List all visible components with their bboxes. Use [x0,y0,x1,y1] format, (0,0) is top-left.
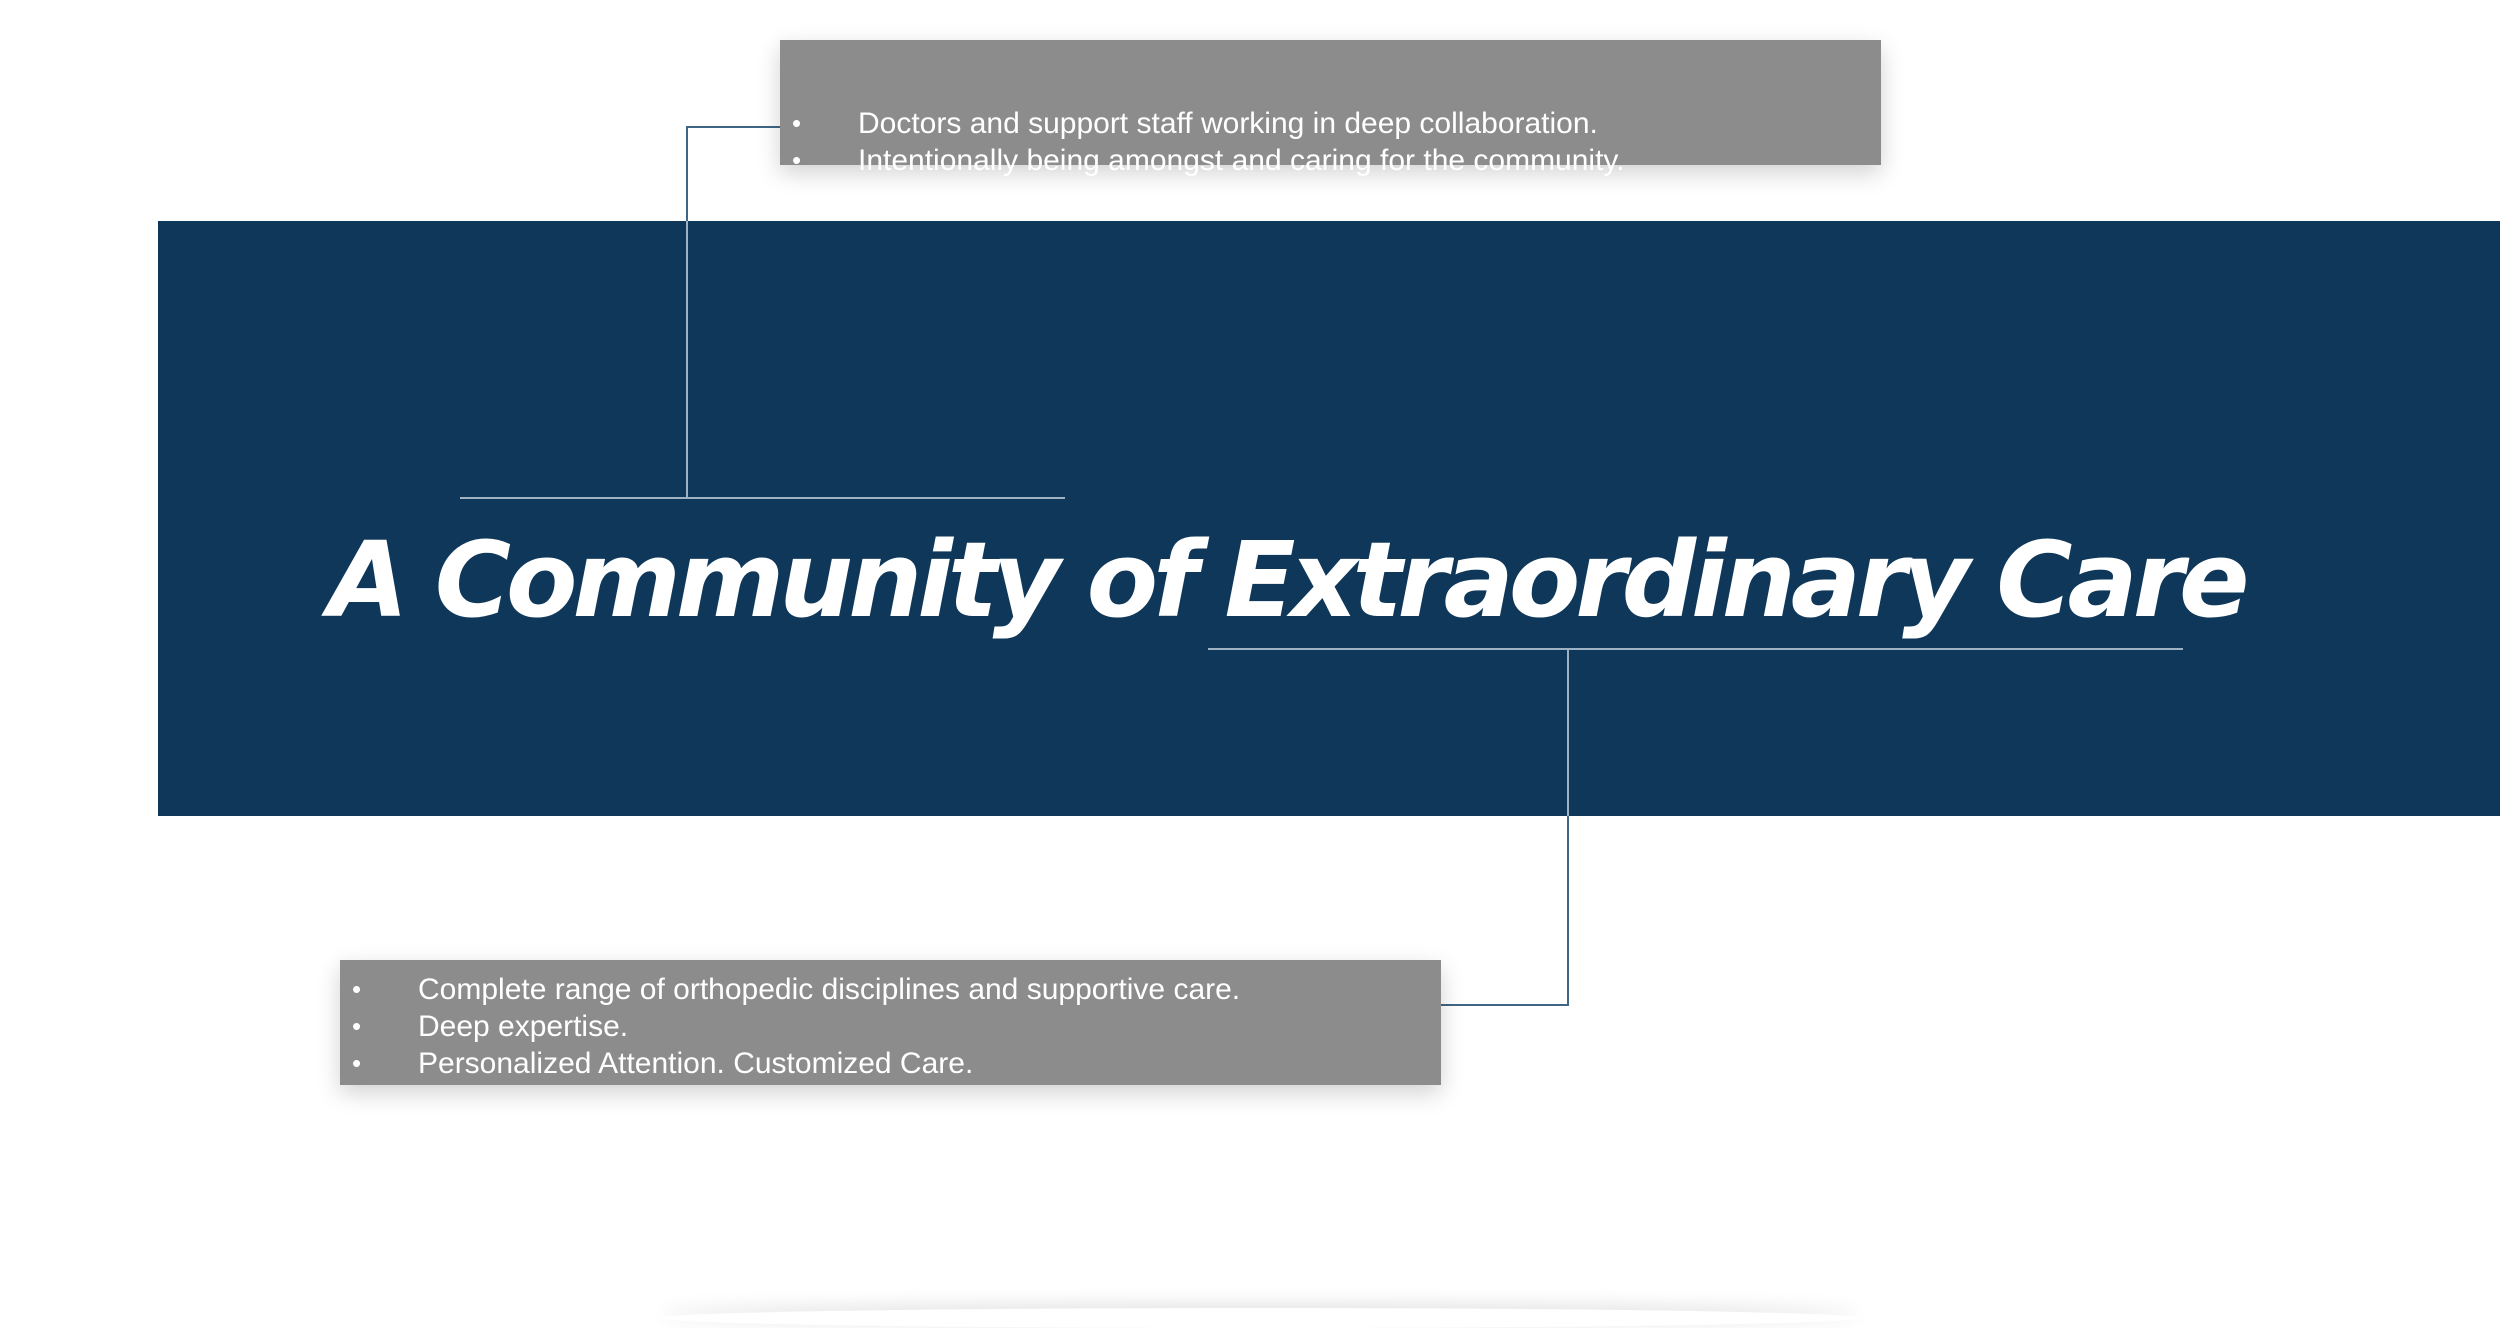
list-item-text: Personalized Attention. Customized Care. [418,1047,974,1080]
list-item [780,105,1881,142]
list-item-text: Doctors and support staff working in deep collaboration. [858,107,1598,140]
next-slide-shadow [660,1308,1860,1328]
list-item [340,1045,1441,1082]
top-callout-box [780,40,1881,177]
bullet-icon: • [352,1011,362,1041]
bottom-callout-box [340,960,1441,1085]
list-item [340,1008,1441,1045]
top-callout-connector-horizontal [687,126,780,128]
list-item-text: Intentionally being amongst and caring for the community. [858,144,1625,177]
page-title: A Community of Extraordinary Care [328,519,2245,641]
bullet-icon: • [792,108,802,138]
bottom-callout-connector-vertical-outer [1567,816,1569,1005]
bullet-icon: • [352,974,362,1004]
headline-left-underline [460,497,1065,499]
bullet-icon: • [352,1048,362,1078]
list-item [780,142,1881,179]
list-item-text: Complete range of orthopedic disciplines and supportive care. [418,973,1241,1006]
top-callout-connector-vertical-outer [686,126,688,221]
headline-right-underline [1208,648,2183,650]
bottom-callout-connector-horizontal [1441,1004,1569,1006]
list-item-text: Deep expertise. [418,1010,629,1043]
bottom-callout-list [340,971,1441,1082]
bullet-icon: • [792,145,802,175]
top-callout-connector-vertical [686,221,688,498]
list-item [340,971,1441,1008]
top-callout-list [780,105,1881,179]
bottom-callout-connector-vertical [1567,648,1569,816]
